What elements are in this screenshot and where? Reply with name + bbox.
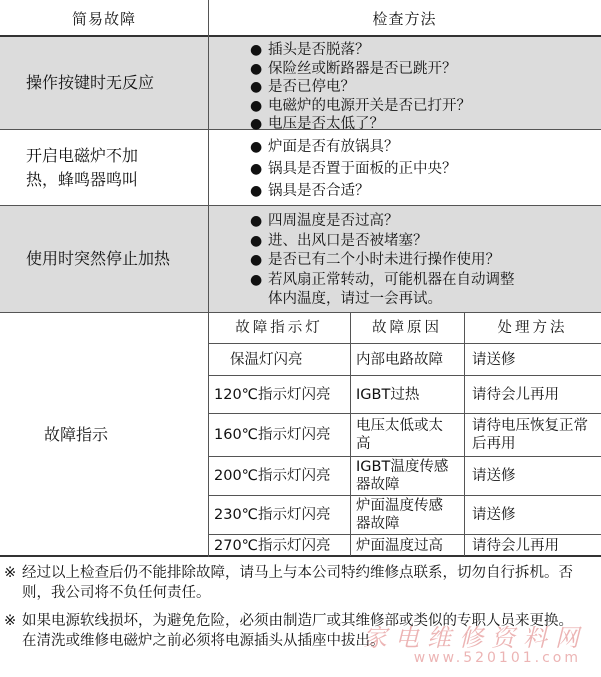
fault-subtable — [208, 313, 601, 556]
list-item: ● 电磁炉的电源开关是否已打开？ — [250, 97, 471, 114]
list-item: ● 锅具是否置于面板的正中央？ — [248, 158, 457, 180]
table-row — [0, 130, 601, 206]
fault-cause: 炉面温度过高 — [356, 537, 443, 554]
fault-light: 230℃指示灯闪亮 — [214, 507, 331, 523]
bullet-icon: ● — [250, 232, 263, 249]
watermark-logo: 家电维修资料网 — [363, 624, 587, 652]
fault-action: 请待会儿再用 — [472, 537, 559, 554]
bullet-icon: ● — [250, 79, 263, 95]
table-row — [208, 343, 601, 375]
table-row — [208, 456, 601, 495]
table-row — [0, 37, 601, 130]
fault-label: 故障指示 — [44, 424, 109, 444]
problem-cell: 开启电磁炉不加热，蜂鸣器鸣叫 — [26, 145, 139, 189]
table-row — [208, 534, 601, 556]
bullet-icon: ● — [250, 252, 263, 268]
bullet-icon: ● — [250, 116, 263, 132]
fault-cause: 电压太低或太高 — [356, 418, 443, 452]
reference-mark-icon: ※ — [4, 565, 17, 581]
bullet-icon: ● — [250, 213, 263, 229]
note-text: 如果电源软线损坏，为避免危险，必须由制造厂或其维修部或类似的专职人员来更换。 — [22, 613, 573, 629]
divider — [350, 313, 351, 556]
bullet-icon: ● — [250, 42, 263, 58]
list-item: ● 插头是否脱落？ — [250, 42, 370, 58]
note-text: 经过以上检查后仍不能排除故障，请马上与本公司特约维修点联系，切勿自行拆机。否则，我公司将不负任何责任。 — [22, 565, 573, 601]
list-item: ● 保险丝或断路器是否已跳开？ — [250, 60, 457, 77]
fault-header-action: 处理方法 — [497, 320, 568, 336]
divider — [208, 0, 209, 557]
reference-mark-icon: ※ — [4, 613, 17, 629]
fault-header — [208, 313, 601, 343]
fault-light: 保温灯闪亮 — [230, 351, 303, 368]
list-item: ● 是否已有二个小时未进行操作使用？ — [248, 251, 515, 271]
list-item: ● 锅具是否合适？ — [248, 180, 457, 202]
fault-cause: 炉面温度传感器故障 — [356, 498, 443, 532]
table-row — [208, 413, 601, 456]
check-list — [248, 136, 457, 202]
list-item: ● 若风扇正常转动，可能机器在自动调整 — [248, 271, 515, 291]
list-item: ● 电压是否太低了？ — [250, 116, 384, 132]
bullet-icon: ● — [250, 139, 263, 155]
check-list — [248, 212, 515, 310]
list-item: ● 四周温度是否过高？ — [248, 212, 515, 232]
fault-light: 270℃指示灯闪亮 — [214, 537, 331, 554]
fault-action: 请送修 — [472, 507, 516, 523]
fault-action: 请待电压恢复正常后再用 — [472, 418, 588, 452]
header-problem: 简易故障 — [71, 9, 136, 28]
list-item: ● 是否已停电？ — [250, 79, 355, 95]
list-item: ● 炉面是否有放锅具？ — [248, 136, 457, 158]
fault-light: 160℃指示灯闪亮 — [214, 427, 331, 443]
fault-header-light: 故障指示灯 — [235, 320, 323, 336]
list-item: ● 进、出风口是否被堵塞？ — [248, 232, 515, 252]
table-row — [208, 375, 601, 413]
bullet-icon: ● — [250, 60, 263, 77]
fault-action: 请待会儿再用 — [472, 386, 559, 403]
fault-action: 请送修 — [472, 468, 516, 484]
bullet-icon: ● — [250, 161, 263, 177]
table-row — [0, 206, 601, 313]
bullet-icon: ● — [250, 183, 263, 199]
check-list — [248, 41, 471, 134]
note-item — [0, 563, 601, 603]
bullet-icon: ● — [250, 97, 263, 114]
fault-light: 120℃指示灯闪亮 — [214, 386, 331, 403]
fault-action: 请送修 — [472, 351, 516, 368]
fault-cause: IGBT温度传感器故障 — [356, 459, 449, 493]
watermark-url: www.520101.com — [413, 650, 581, 666]
note-extra-text: 在清洗或维修电磁炉之前必须将电源插头从插座中拔出。 — [22, 633, 385, 649]
divider — [464, 313, 465, 556]
fault-cause: IGBT过热 — [356, 386, 420, 403]
header-method: 检查方法 — [372, 9, 437, 28]
table-row — [208, 495, 601, 534]
fault-indicator-row — [0, 313, 601, 557]
list-item: 体内温度，请过一会再试。 — [268, 291, 442, 307]
problem-cell: 使用时突然停止加热 — [26, 249, 171, 268]
fault-light: 200℃指示灯闪亮 — [214, 468, 331, 484]
fault-cause: 内部电路故障 — [356, 351, 443, 368]
problem-cell: 操作按键时无反应 — [26, 73, 155, 92]
bullet-icon: ● — [250, 271, 263, 288]
table-header — [0, 0, 601, 37]
fault-header-cause: 故障原因 — [372, 320, 442, 336]
